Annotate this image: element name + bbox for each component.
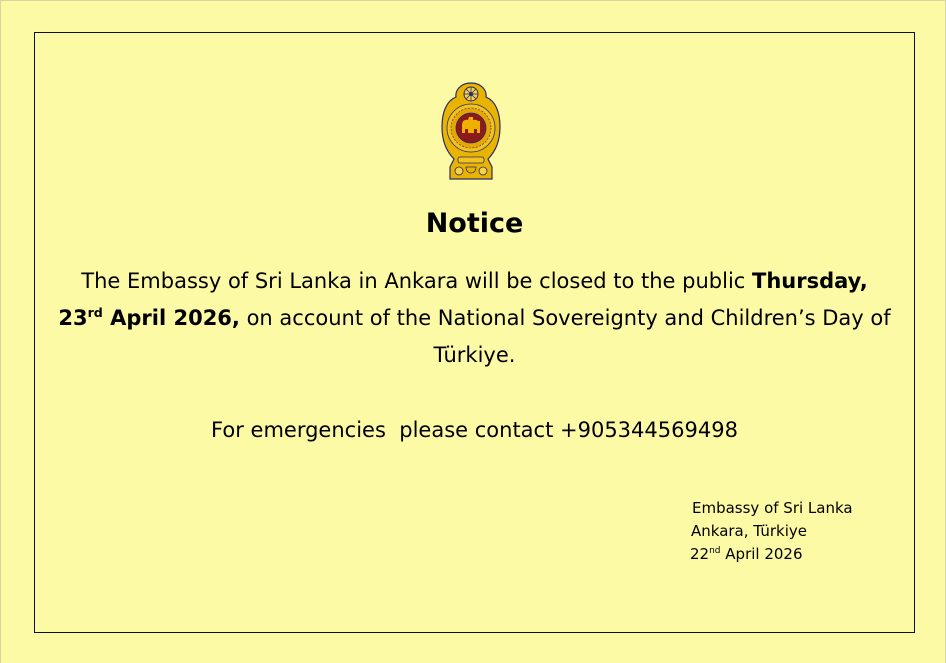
notice-date-rest: April 2026, [102,306,240,330]
emergency-contact: For emergencies please contact +905344569498 [211,418,738,442]
sri-lanka-emblem-icon [438,81,504,181]
notice-frame [34,32,915,633]
notice-day-bold: Thursday, [752,269,868,293]
signature-org: Embassy of Sri Lanka [692,499,853,517]
notice-date-day: 23 [58,306,88,330]
signature-date-rest: April 2026 [720,545,803,563]
signature-date [690,543,853,566]
signature-block [685,497,853,566]
notice-line2-rest: on account of the National Sovereignty and Children’s Day of Türkiye. [239,306,891,367]
signature-date-suffix: nd [709,546,721,556]
notice-date-suffix: rd [87,305,103,320]
notice-body [55,263,894,374]
notice-line1-prefix: The Embassy of Sri Lanka in Ankara will be closed to the public [81,269,753,293]
notice-title: Notice [425,208,524,239]
signature-location: Ankara, Türkiye [691,522,808,540]
notice-date-bold [58,306,240,330]
signature-date-day: 22 [690,545,710,563]
